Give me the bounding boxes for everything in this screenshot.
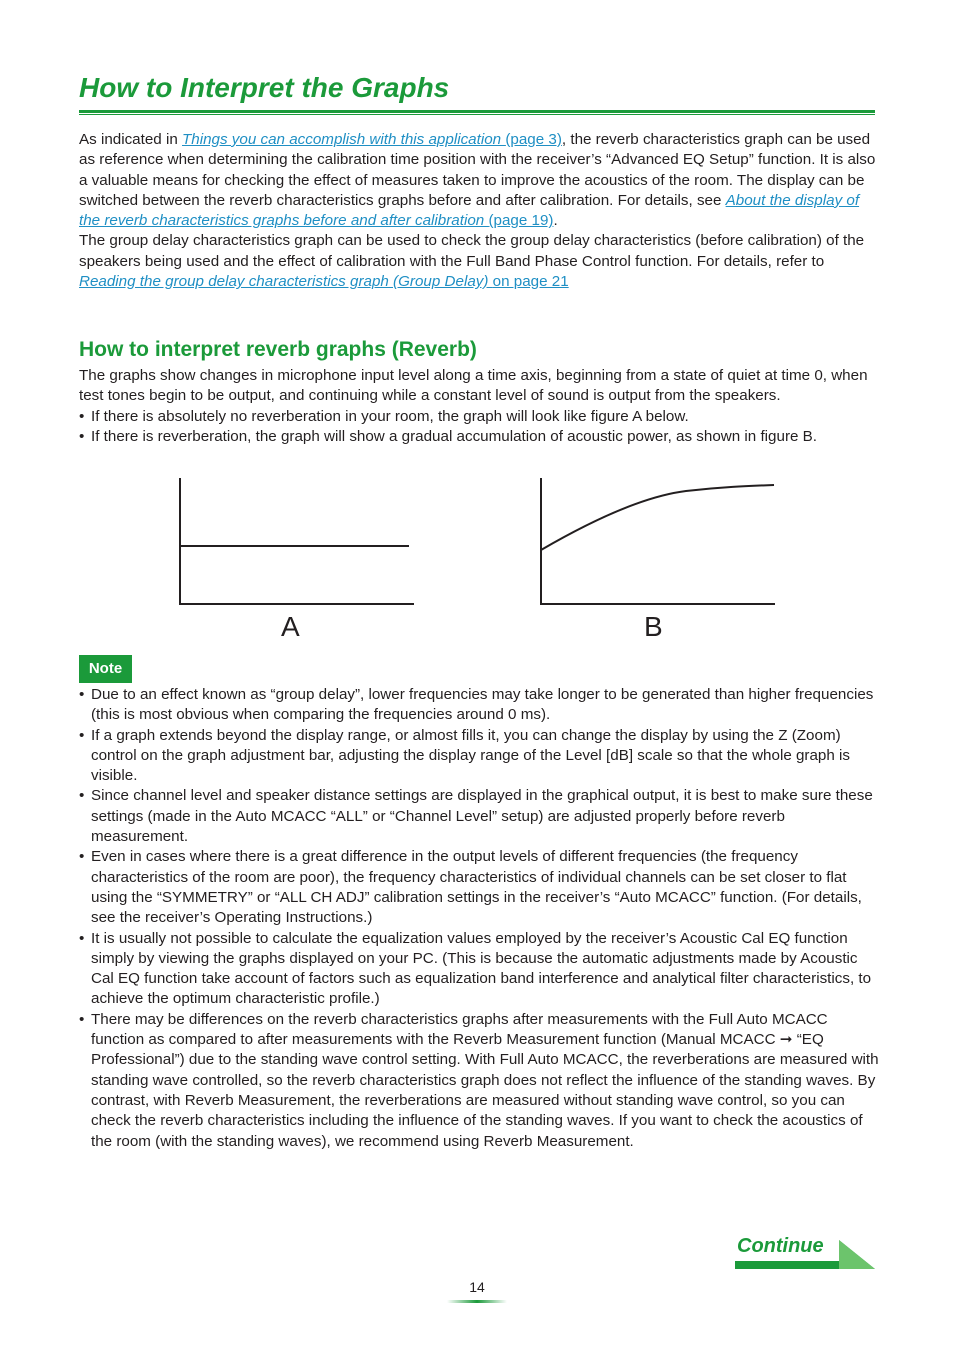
note-item: • Due to an effect known as “group delay”, lower frequencies may take longer to be generated than higher frequencies (this is most obvious when comparing the frequencies around 0 ms). xyxy=(79,685,879,726)
intro-paragraph-2 xyxy=(79,231,879,292)
note-item: • If a graph extends beyond the display range, or almost fills it, you can change the display by using the Z (Zoom) control on the graph adjustment bar, adjusting the display range of the Level [dB] scale so that the whole graph is visible. xyxy=(79,726,879,787)
continue-arrow-icon[interactable] xyxy=(735,1232,875,1270)
page-title: How to Interpret the Graphs xyxy=(79,72,450,103)
continue-button[interactable] xyxy=(735,1232,875,1270)
link-text[interactable]: About the display of the reverb characteristics graphs before and after calibration xyxy=(79,191,860,230)
page-number-underline xyxy=(447,1300,507,1303)
page-number: 14 xyxy=(469,1279,485,1295)
link-page[interactable]: (page 19) xyxy=(488,212,554,230)
figure-a-label: A xyxy=(281,611,300,642)
figure-a-graph xyxy=(175,470,425,650)
note-item: • There may be differences on the reverb characteristics graphs after measurements with the Full Auto MCACC function as compared to after measurements with the Reverb Measurement function (Manual MCACC ➞ “EQ Professional”) due to the standing wave control setting. With Full Auto MCACC, the reverberations are measured with standing wave controlled, so the reverb characteristics graph does not reflect the influence of the standing waves. By contrast, with Reverb Measurement, the reverberations are measured without standing wave control, so you can check the reverb characteristics including the influence of the standing waves. If you want to check the acoustics of the room (with the standing waves), we recommend using Reverb Measurement. xyxy=(79,1010,879,1152)
figure-b-curve xyxy=(541,485,774,550)
figure-a xyxy=(175,470,425,650)
intro-text: , the reverb characteristics graph can be used as reference when determining the calibration time position with the receiver’s “Advanced EQ Setup” function. It is also a valuable means for checking the effect of measures taken to improve the acoustics of the room. The display can be switched between the reverb characteristics graphs before and after calibration. For details, see xyxy=(79,131,876,209)
intro-text: As indicated in xyxy=(79,131,182,148)
reverb-bullet: • If there is absolutely no reverberation in your room, the graph will look like figure A below. xyxy=(79,407,884,427)
intro-text: . xyxy=(553,212,558,230)
figure-b-label: B xyxy=(644,611,663,642)
note-list xyxy=(79,685,879,1152)
note-badge: Note xyxy=(79,655,132,683)
note-item: • Since channel level and speaker distance settings are displayed in the graphical output, it is best to make sure these settings (made in the Auto MCACC “ALL” or “Channel Level” setup) are adjusted properly before reverb measurement. xyxy=(79,786,879,847)
title-rule xyxy=(79,110,875,113)
link-page[interactable]: on page 21 xyxy=(492,273,569,291)
link-page[interactable]: (page 3) xyxy=(505,131,562,148)
note-item: • It is usually not possible to calculate the equalization values employed by the receiver’s Acoustic Cal EQ function simply by viewing the graphs displayed on your PC. (This is because the automatic adjustments made by Acoustic Cal EQ function take account of factors such as equalization band interference and analytical filter characteristics, to achieve the optimum characteristic profile.) xyxy=(79,929,879,1010)
reverb-section xyxy=(79,366,884,447)
link-text[interactable]: Things you can accomplish with this application xyxy=(182,131,506,148)
intro-paragraph-1 xyxy=(79,130,879,231)
figure-b xyxy=(536,470,786,650)
intro-section xyxy=(79,130,879,292)
link-things-you-can-accomplish[interactable] xyxy=(182,131,562,148)
section-heading-reverb: How to interpret reverb graphs (Reverb) xyxy=(79,338,477,361)
link-group-delay[interactable] xyxy=(79,273,569,290)
continue-label[interactable]: Continue xyxy=(737,1235,824,1257)
note-item: • Even in cases where there is a great difference in the output levels of different frequencies (the frequency characteristics of the room are poor), the frequency characteristics of individual channels can be set closer to flat using the “SYMMETRY” or “ALL CH ADJ” calibration settings in the receiver’s “Auto MCACC” function. (For details, see the receiver’s Operating Instructions.) xyxy=(79,847,879,928)
title-rule-thin xyxy=(79,114,875,115)
reverb-bullet: • If there is reverberation, the graph will show a gradual accumulation of acoustic power, as shown in figure B. xyxy=(79,427,884,447)
link-text[interactable]: Reading the group delay characteristics graph (Group Delay) xyxy=(79,273,493,291)
reverb-body: The graphs show changes in microphone input level along a time axis, beginning from a state of quiet at time 0, when test tones begin to be output, and continuing while a constant level of sound is output from the speakers. xyxy=(79,367,868,405)
intro-text: The group delay characteristics graph can be used to check the group delay characteristics (before calibration) of the speakers being used and the effect of calibration with the Full Band Phase Control function. For details, refer to xyxy=(79,232,865,270)
